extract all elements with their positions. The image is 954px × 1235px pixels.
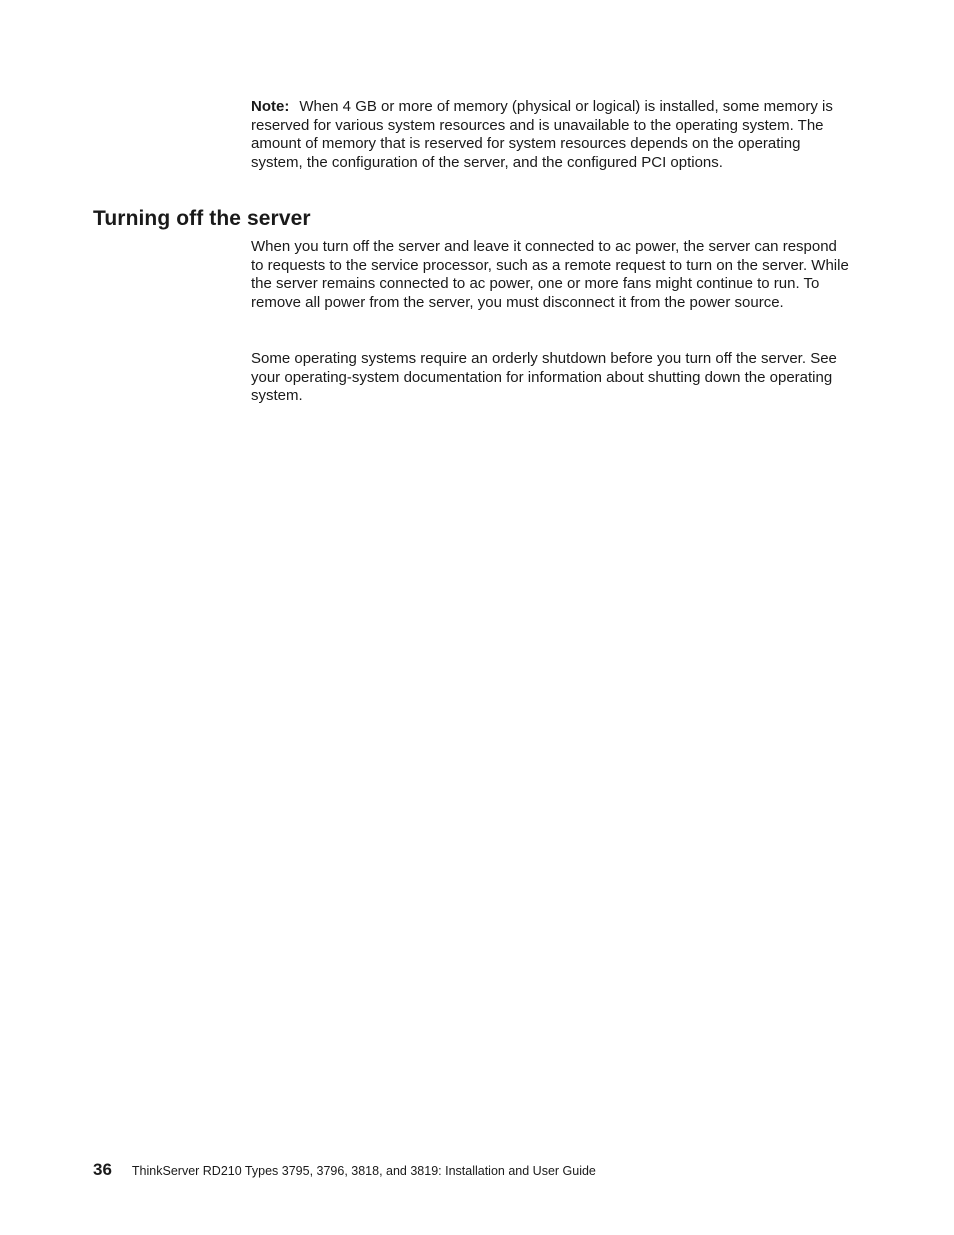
paragraph-shutdown: Some operating systems require an orderly shutdown before you turn off the server. See your operating-system documentation for information about shutting down the operating system. [251, 350, 837, 405]
note-block [251, 98, 851, 172]
footer-document-title: ThinkServer RD210 Types 3795, 3796, 3818, and 3819: Installation and User Guide [131, 1164, 596, 1178]
paragraph-turning-off: When you turn off the server and leave it connected to ac power, the server can respond to requests to the service processor, such as a remote request to turn on the server. While the server remains connected to ac power, one or more fans might continue to run. To remove all power from the server, you must disconnect it from the power source. [251, 238, 849, 311]
page-number: 36 [93, 1160, 112, 1179]
note-text: When 4 GB or more of memory (physical or logical) is installed, some memory is reserved for various system resources and is unavailable to the operating system. The amount of memory that is reserved for system resources depends on the operating system, the configuration of the server, and the configured PCI options. [251, 98, 833, 171]
section-heading: Turning off the server [93, 207, 311, 230]
page-footer [93, 1160, 596, 1180]
note-label: Note: [251, 98, 290, 115]
